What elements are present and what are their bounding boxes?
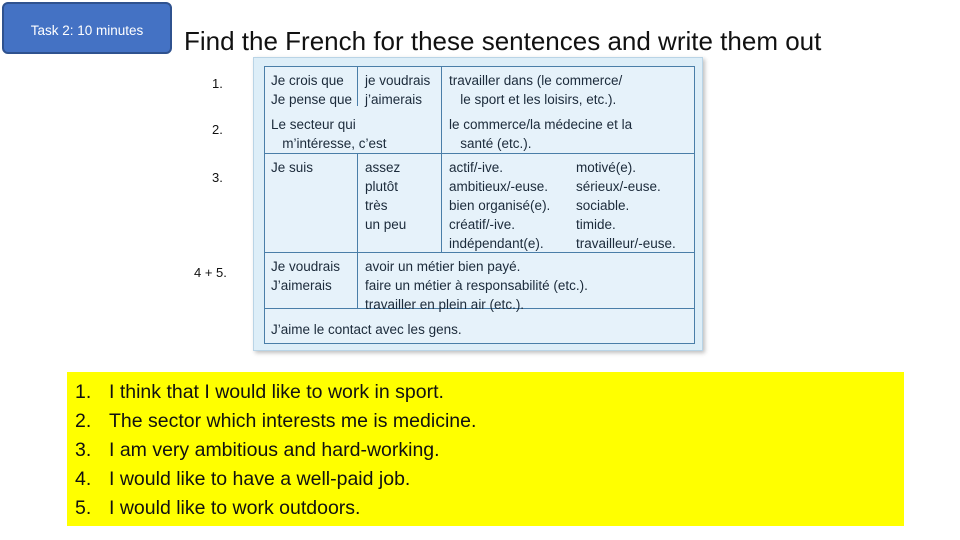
- table-cell: Je suis: [271, 160, 314, 175]
- task-badge: [2, 2, 172, 54]
- answer-number: 5.: [75, 497, 92, 519]
- table-cell: Je voudrais J’aimerais: [271, 259, 341, 293]
- phrase-table-image: [253, 57, 703, 351]
- table-cell: avoir un métier bien payé. faire un métier à responsabilité (etc.). travailler en plein air (etc.).: [365, 259, 588, 312]
- list-item: [67, 378, 904, 407]
- sentence-number-1: 1.: [212, 76, 223, 91]
- answer-text: I think that I would like to work in sport.: [109, 381, 444, 403]
- answer-number: 4.: [75, 468, 92, 490]
- answers-box: [67, 372, 904, 526]
- table-cell: Le secteur qui m’intéresse, c’est: [271, 117, 387, 151]
- phrase-table: [264, 66, 695, 344]
- answer-number: 1.: [75, 381, 92, 403]
- table-cell: J’aime le contact avec les gens.: [271, 322, 462, 337]
- answer-text: The sector which interests me is medicine.: [109, 410, 477, 432]
- table-cell: travailler dans (le commerce/ le sport et les loisirs, etc.).: [449, 73, 623, 107]
- sentence-number-2: 2.: [212, 122, 223, 137]
- answer-number: 3.: [75, 439, 92, 461]
- table-divider: [357, 153, 358, 308]
- list-item: [67, 494, 904, 523]
- table-cell: actif/-ive. ambitieux/-euse. bien organisé(e). créatif/-ive. indépendant(e).: [449, 160, 551, 251]
- table-cell: motivé(e). sérieux/-euse. sociable. timide. travailleur/-euse.: [576, 160, 676, 251]
- list-item: [67, 465, 904, 494]
- table-cell: Je crois que Je pense que: [271, 73, 353, 107]
- table-divider: [441, 67, 442, 153]
- list-item: [67, 407, 904, 436]
- table-divider: [357, 67, 358, 106]
- table-cell: le commerce/la médecine et la santé (etc.).: [449, 117, 633, 151]
- sentence-number-4-5: 4 + 5.: [194, 265, 227, 280]
- page-title: Find the French for these sentences and write them out: [184, 26, 822, 56]
- answer-text: I would like to have a well-paid job.: [109, 468, 411, 490]
- task-badge-label: Task 2: 10 minutes: [30, 23, 144, 38]
- table-cell: assez plutôt très un peu: [365, 160, 407, 232]
- table-divider: [441, 153, 442, 252]
- table-divider: [265, 153, 694, 154]
- answer-number: 2.: [75, 410, 92, 432]
- answer-text: I would like to work outdoors.: [109, 497, 361, 519]
- table-cell: je voudrais j’aimerais: [365, 73, 431, 107]
- answer-text: I am very ambitious and hard-working.: [109, 439, 440, 461]
- list-item: [67, 436, 904, 465]
- sentence-number-3: 3.: [212, 170, 223, 185]
